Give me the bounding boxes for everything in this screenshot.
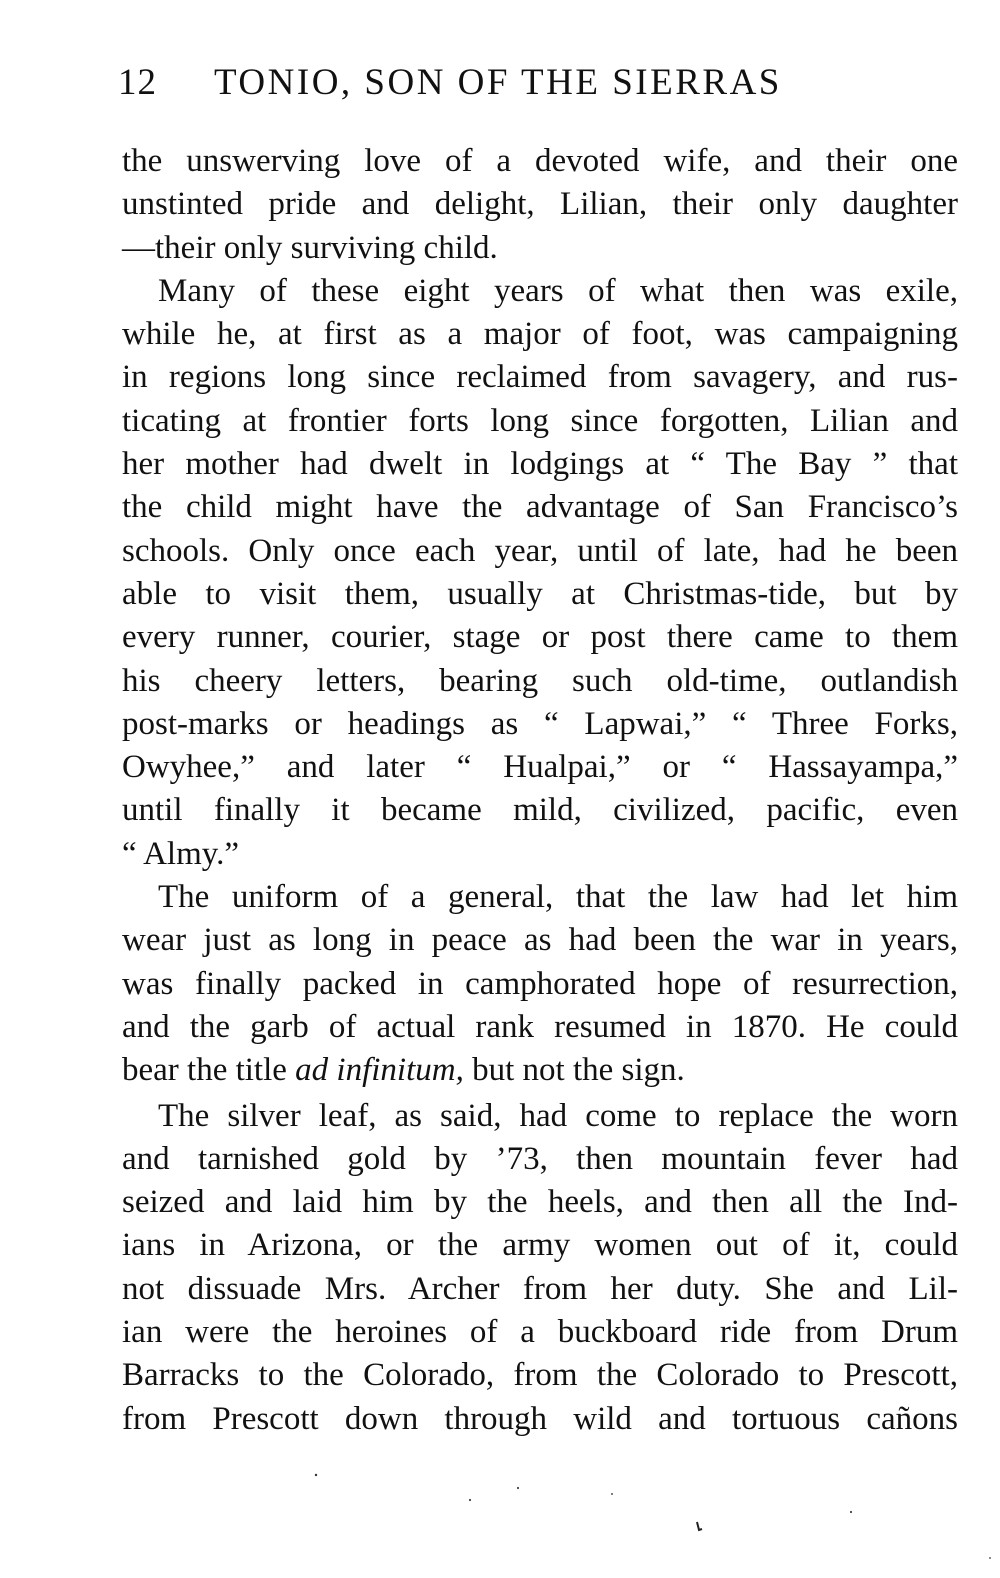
text-line: The silver leaf, as said, had come to replace the worn (158, 1097, 958, 1134)
page-number: 12 (118, 62, 157, 103)
body-text (122, 140, 958, 1441)
text-line: in regions long since reclaimed from savagery, and rus- (122, 359, 958, 396)
text-line: ticating at frontier forts long since forgotten, Lilian and (122, 402, 958, 439)
text-line: post-marks or headings as “ Lapwai,” “ Three Forks, (122, 705, 958, 742)
text-line: from Prescott down through wild and tortuous cañons (122, 1400, 958, 1437)
paragraph-continuation (122, 140, 958, 270)
ink-speck (611, 1493, 613, 1495)
text-line: her mother had dwelt in lodgings at “ The Bay ” that (122, 446, 958, 483)
text-line: ians in Arizona, or the army women out of it, could (122, 1227, 958, 1264)
text-line: wear just as long in peace as had been the war in years, (122, 922, 958, 959)
text-line: unstinted pride and delight, Lilian, their only daughter (122, 186, 958, 223)
text-line-with-italic: bear the title ad infinitum, but not the sign. (122, 1052, 685, 1089)
text-line: while he, at first as a major of foot, was campaigning (122, 316, 958, 353)
text-line: and tarnished gold by ’73, then mountain fever had (122, 1140, 958, 1177)
text-line: Many of these eight years of what then was exile, (158, 272, 958, 309)
paragraph-uniform (122, 876, 958, 1092)
text-line: —their only surviving child. (122, 229, 498, 266)
text-line: his cheery letters, bearing such old-time, outlandish (122, 662, 958, 699)
text-line: schools. Only once each year, until of late, had he been (122, 532, 958, 569)
text-line: every runner, courier, stage or post there came to them (122, 619, 958, 656)
text-line: not dissuade Mrs. Archer from her duty. She and Lil- (122, 1270, 958, 1307)
ink-speck (697, 1522, 702, 1530)
ink-speck (989, 1557, 991, 1559)
paragraph-many-of-these (122, 270, 958, 876)
ink-speck (469, 1499, 471, 1501)
text-line: The uniform of a general, that the law had let him (158, 879, 958, 916)
text-line: “ Almy.” (122, 835, 239, 872)
text-line: and the garb of actual rank resumed in 1870. He could (122, 1008, 958, 1045)
text-line: able to visit them, usually at Christmas-tide, but by (122, 575, 958, 612)
text-line: was finally packed in camphorated hope of resurrection, (122, 965, 958, 1002)
text-line: ian were the heroines of a buckboard ride from Drum (122, 1314, 958, 1351)
text-line: the child might have the advantage of San Francisco’s (122, 489, 958, 526)
text-line: the unswerving love of a devoted wife, and their one (122, 143, 958, 179)
paragraph-silver-leaf (122, 1095, 958, 1441)
text-line: until finally it became mild, civilized, pacific, even (122, 792, 958, 829)
ink-speck (850, 1511, 852, 1513)
text-line: seized and laid him by the heels, and then all the Ind- (122, 1184, 958, 1221)
running-title: TONIO, SON OF THE SIERRAS (214, 62, 782, 103)
running-head (118, 58, 878, 108)
text-line: Barracks to the Colorado, from the Colorado to Prescott, (122, 1357, 958, 1394)
italic-phrase: ad infinitum, (295, 1052, 464, 1089)
ink-speck (315, 1474, 317, 1476)
text-line: Owyhee,” and later “ Hualpai,” or “ Hassayampa,” (122, 749, 958, 786)
ink-speck (517, 1487, 519, 1489)
